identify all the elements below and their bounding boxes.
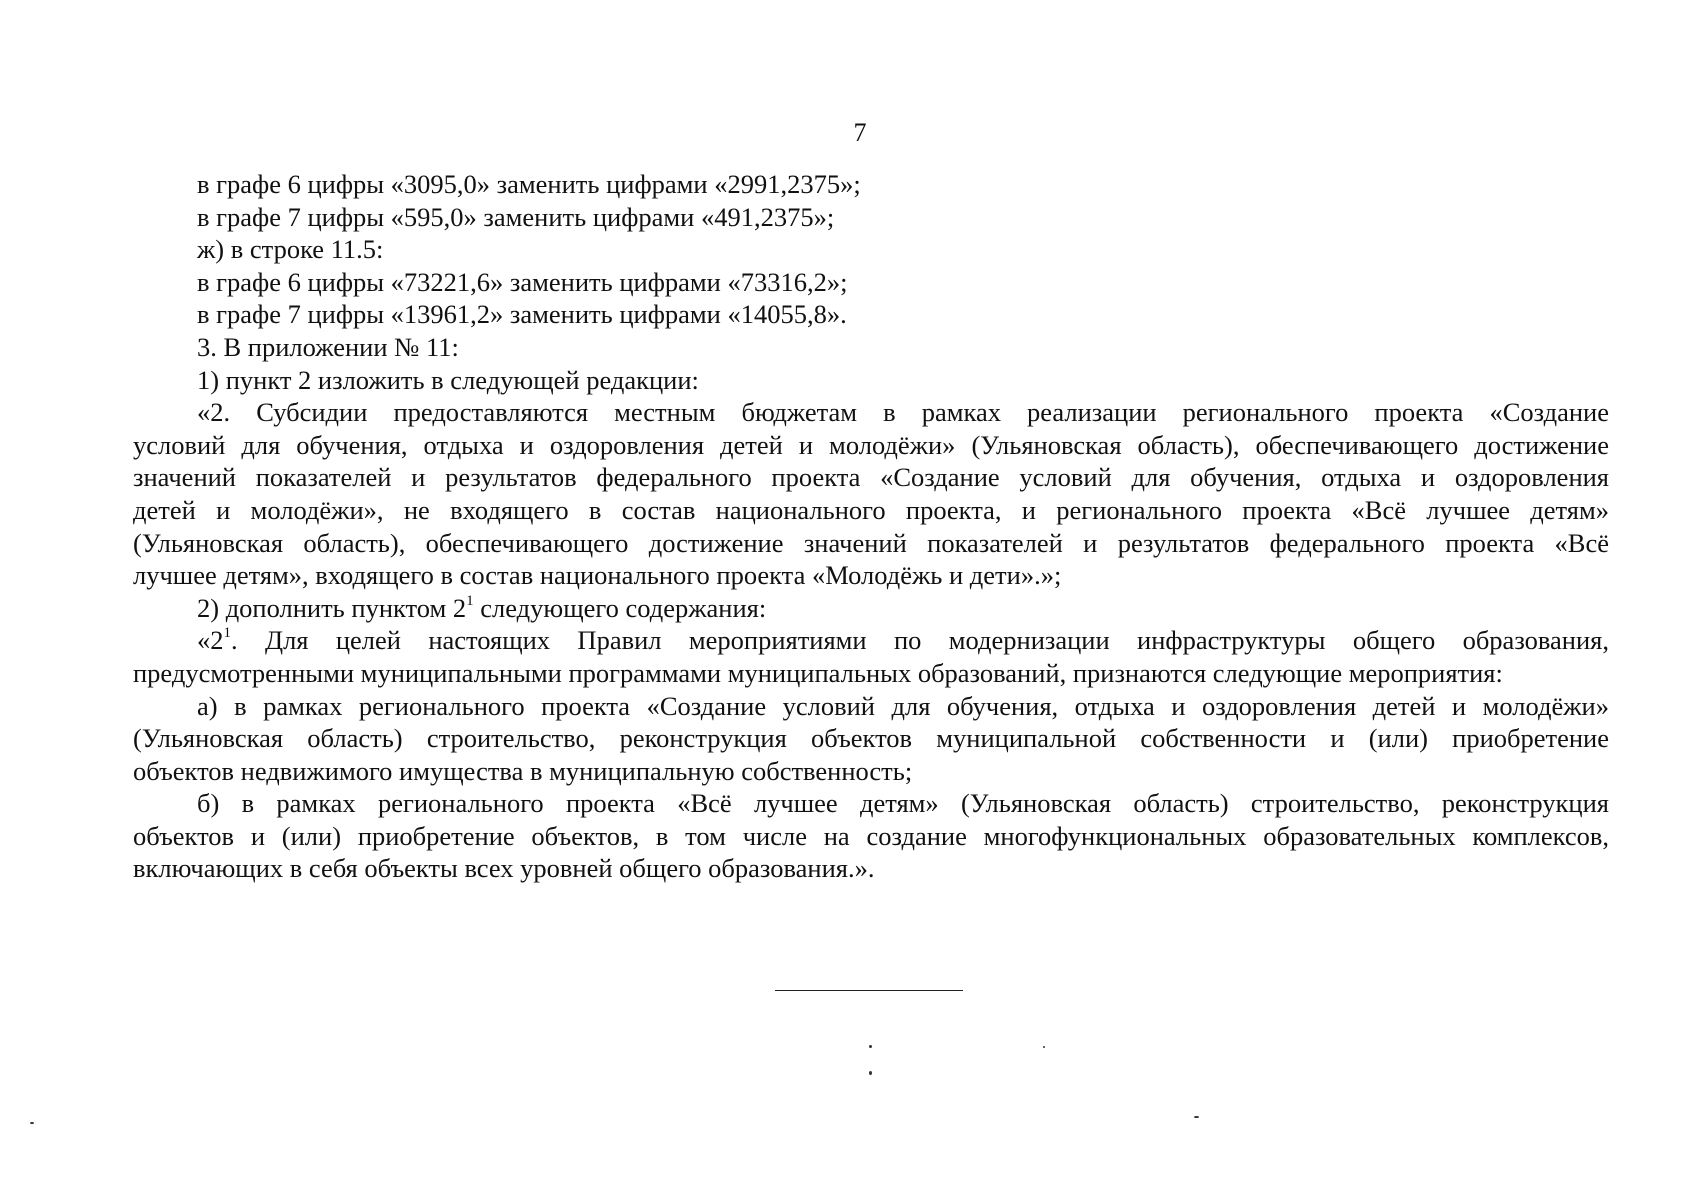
superscript: 1 [223,625,231,642]
paragraph-line: предусмотренными муниципальными программами муниципальных образований, признаются следующие мероприятия: [133,657,1503,688]
scan-speck [869,1045,872,1048]
text-fragment: следующего содержания: [473,592,767,623]
scan-speck [869,1071,872,1075]
paragraph-line [133,624,1609,657]
scan-speck [1043,1046,1045,1048]
paragraph-line: (Ульяновская область) строительство, реконструкция объектов муниципальной собственности и (или) приобретение [133,723,1609,754]
text-line: в графе 6 цифры «3095,0» заменить цифрами «2991,2375»; [197,169,861,199]
text-line: в графе 6 цифры «73221,6» заменить цифрами «73316,2»; [197,266,848,297]
text-line: в графе 7 цифры «13961,2» заменить цифрами «14055,8». [197,299,847,330]
text-line: ж) в строке 11.5: [197,234,384,265]
closing-rule [775,990,963,991]
text-line-supplement [197,592,1609,625]
scan-speck [30,1122,34,1124]
paragraph-item-b [133,787,1609,885]
paragraph-line: б) в рамках регионального проекта «Всё лучшее детям» (Ульяновская область) строительство, реконструкция [197,788,1609,819]
document-body [133,168,1609,885]
text-fragment: «2 [197,625,224,656]
paragraph-line: включающих в себя объекты всех уровней общего образования.». [133,853,875,884]
text-fragment: . Для целей настоящих Правил мероприятиями по модернизации инфраструктуры общего образования, [231,625,1609,656]
paragraph-line: лучшее детям», входящего в состав национального проекта «Молодёжь и дети».»; [133,560,1062,591]
paragraph-line: (Ульяновская область), обеспечивающего достижение значений показателей и результатов федерального проекта «Всё [133,527,1609,558]
paragraph-line: условий для обучения, отдыха и оздоровления детей и молодёжи» (Ульяновская область), обеспечивающего достижение [133,429,1609,460]
paragraph-line: «2. Субсидии предоставляются местным бюджетам в рамках реализации регионального проекта «Создание [197,397,1609,428]
paragraph-item-a [133,690,1609,788]
paragraph-line: а) в рамках регионального проекта «Создание условий для обучения, отдыха и оздоровления детей и молодёжи» [197,690,1609,721]
text-fragment: 2) дополнить пунктом 2 [197,592,467,623]
superscript: 1 [466,592,474,609]
page-number: 7 [853,118,867,147]
paragraph-infrastructure [133,624,1609,689]
paragraph-line: значений показателей и результатов федерального проекта «Создание условий для обучения, отдыха и оздоровления [133,462,1609,493]
text-line: 1) пункт 2 изложить в следующей редакции: [197,364,699,395]
text-line: 3. В приложении № 11: [197,331,459,362]
paragraph-line: объектов и (или) приобретение объектов, в том числе на создание многофункциональных образовательных комплексов, [133,820,1609,851]
paragraph-line: детей и молодёжи», не входящего в состав национального проекта, и регионального проекта «Всё лучшее детям» [133,494,1609,525]
paragraph-line: объектов недвижимого имущества в муниципальную собственность; [133,755,913,786]
text-line: в графе 7 цифры «595,0» заменить цифрами «491,2375»; [197,201,835,232]
scan-speck [1194,1116,1199,1118]
paragraph-subsidies [133,396,1609,592]
